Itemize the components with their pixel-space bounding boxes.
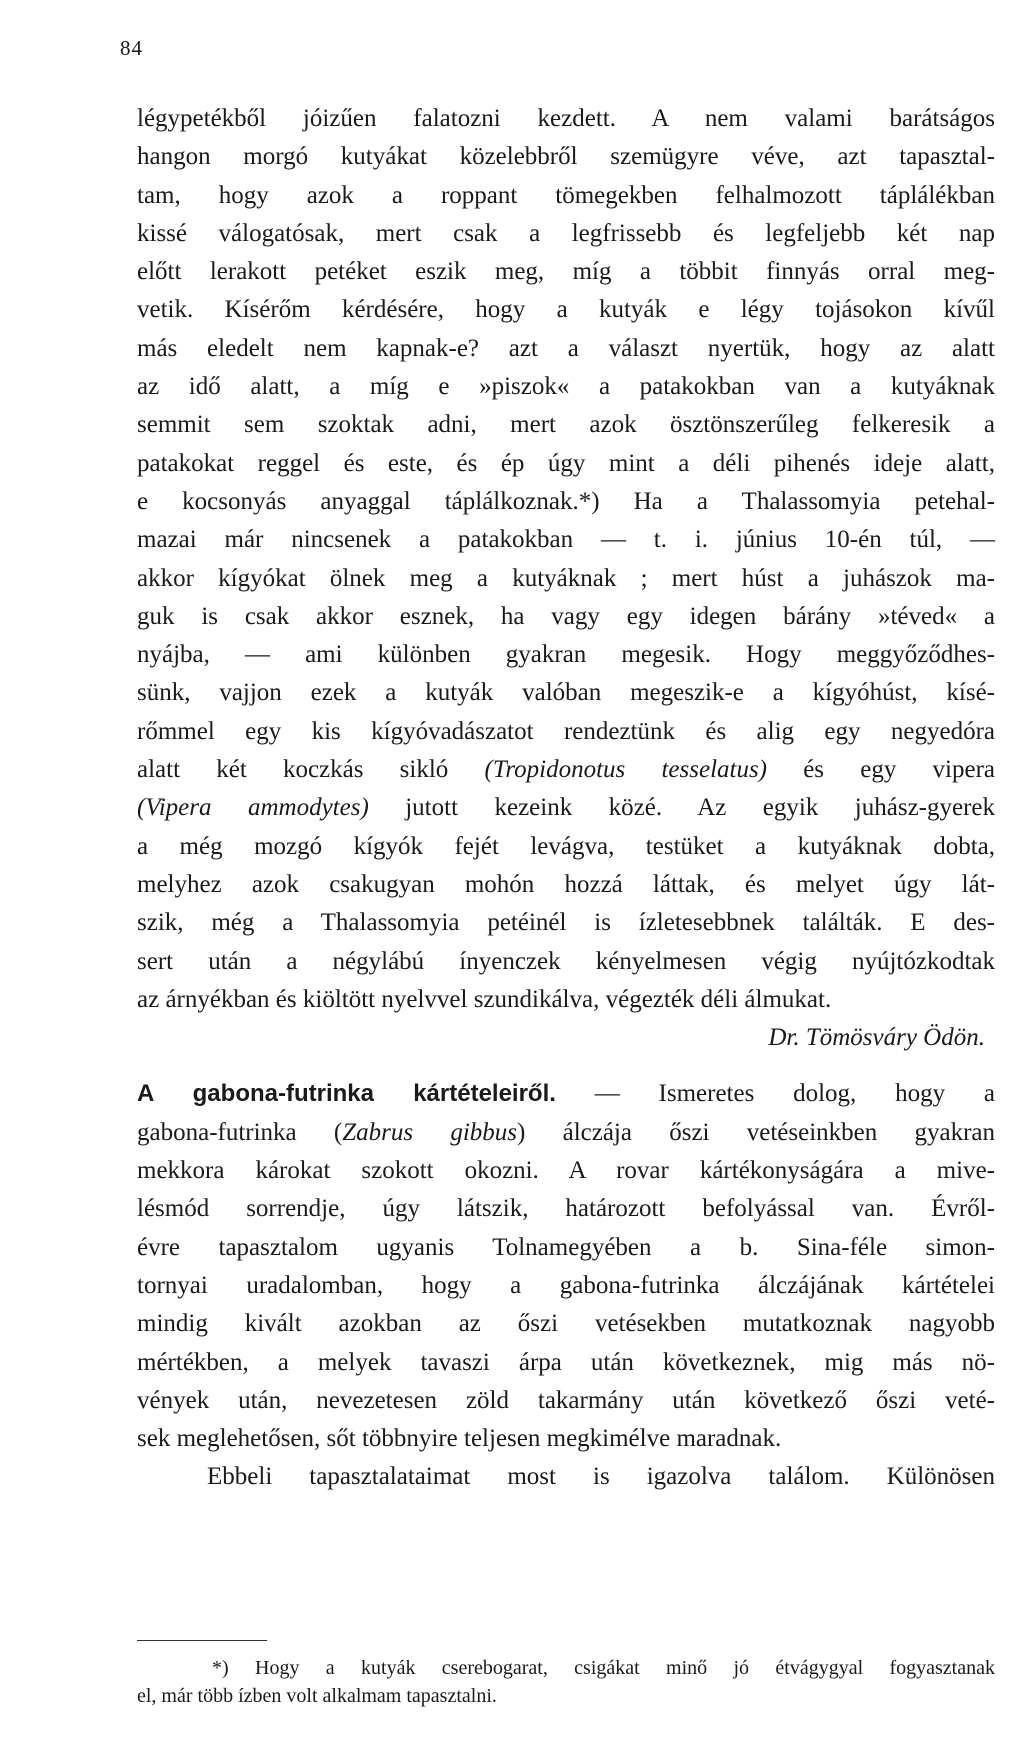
paragraph-thalassomyia bbox=[137, 100, 995, 1019]
page-number: 84 bbox=[120, 36, 143, 60]
text-line: guk is csak akkor esznek, ha vagy egy idegen bárány »téved« a bbox=[137, 602, 995, 630]
text-line: patakokat reggel és este, és ép úgy mint a déli pihenés ideje alatt, bbox=[137, 449, 995, 477]
text-run: — Ismeretes dolog, hogy a bbox=[555, 1080, 995, 1108]
species-name-zabrus: Zabrus gibbus bbox=[342, 1118, 518, 1146]
text-line: nyájba, — ami különben gyakran megesik. Hogy meggyőződhes- bbox=[137, 641, 995, 669]
text-run: gabona-futrinka ( bbox=[137, 1118, 343, 1146]
text-line: légypetékből jóizűen falatozni kezdett. A nem valami barátságos bbox=[137, 105, 995, 132]
text-line: az idő alatt, a míg e »piszok« a patakokban van a kutyáknak bbox=[137, 373, 995, 401]
author-signature: Dr. Tömösváry Ödön. bbox=[768, 1024, 985, 1052]
species-name-tropidonotus: (Tropidonotus tesselatus) bbox=[484, 756, 768, 784]
footnote-divider bbox=[137, 1640, 267, 1641]
text-line: mértékben, a melyek tavaszi árpa után következnek, mig más nö- bbox=[137, 1348, 995, 1376]
article-heading: A gabona-futrinka kártételeiről. bbox=[137, 1080, 556, 1108]
text-run: ) álczája őszi vetéseinkben gyakran bbox=[517, 1118, 996, 1146]
text-line: szik, még a Thalassomyia petéinél is ízletesebbnek találták. E des- bbox=[137, 909, 995, 937]
text-line: sek meglehetősen, sőt többnyire teljesen megkimélve maradnak. bbox=[137, 1425, 782, 1453]
text-line: mazai már nincsenek a patakokban — t. i. június 10-én túl, — bbox=[137, 526, 995, 554]
text-line: mindig kivált azokban az őszi vetésekben mutatkoznak nagyobb bbox=[137, 1310, 995, 1338]
text-line bbox=[137, 1075, 995, 1113]
species-name-vipera: (Vipera ammodytes) bbox=[137, 794, 369, 822]
footnote bbox=[137, 1654, 995, 1710]
text-line: rőmmel egy kis kígyóvadászatot rendeztünk és alig egy negyedóra bbox=[137, 717, 995, 745]
text-run: és egy vipera bbox=[767, 756, 995, 784]
article-gabona-futrinka bbox=[137, 1075, 995, 1496]
text-line: melyhez azok csakugyan mohón hozzá láttak, és melyet úgy lát- bbox=[137, 870, 995, 898]
text-line: akkor kígyókat ölnek meg a kutyáknak ; mert húst a juhászok ma- bbox=[137, 564, 995, 592]
body-text bbox=[137, 100, 995, 1497]
text-line: tornyai uradalomban, hogy a gabona-futrinka álczájának kártételei bbox=[137, 1271, 995, 1299]
text-run: jutott kezeink közé. Az egyik juhász-gyerek bbox=[368, 794, 996, 822]
text-line: a még mozgó kígyók fejét levágva, testüket a kutyáknak dobta, bbox=[137, 832, 995, 860]
text-line: más eledelt nem kapnak-e? azt a választ nyertük, hogy az alatt bbox=[137, 334, 995, 362]
text-line: előtt lerakott petéket eszik meg, míg a többit finnyás orral meg- bbox=[137, 258, 995, 286]
text-line: az árnyékban és kiöltött nyelvvel szundikálva, végezték déli álmukat. bbox=[137, 985, 832, 1013]
text-line: e kocsonyás anyaggal táplálkoznak.*) Ha a Thalassomyia petehal- bbox=[137, 487, 995, 515]
text-line: tam, hogy azok a roppant tömegekben felhalmozott táplálékban bbox=[137, 181, 995, 209]
text-line: Ebbeli tapasztalataimat most is igazolva találom. Különösen bbox=[207, 1463, 995, 1491]
text-line: semmit sem szoktak adni, mert azok ösztönszerűleg felkeresik a bbox=[137, 411, 995, 439]
text-line: sert után a négylábú ínyenczek kényelmesen végig nyújtózkodtak bbox=[137, 947, 995, 975]
section-spacer bbox=[137, 1057, 995, 1075]
text-line: kissé válogatósak, mert csak a legfrissebb és legfeljebb két nap bbox=[137, 219, 995, 247]
text-run: alatt két koczkás sikló bbox=[137, 756, 485, 784]
text-line: vények után, nevezetesen zöld takarmány után következő őszi veté- bbox=[137, 1386, 995, 1414]
footnote-line: *) Hogy a kutyák cserebogarat, csigákat minő jó étvágygyal fogyasztanak bbox=[212, 1657, 995, 1679]
text-line: lésmód sorrendje, úgy látszik, határozott befolyással van. Évről- bbox=[137, 1195, 995, 1223]
text-line: sünk, vajjon ezek a kutyák valóban megeszik-e a kígyóhúst, kísé- bbox=[137, 679, 995, 707]
text-line bbox=[137, 789, 995, 827]
text-line bbox=[137, 1114, 995, 1152]
text-line bbox=[137, 751, 995, 789]
text-line: évre tapasztalom ugyanis Tolnamegyében a b. Sina-féle simon- bbox=[137, 1233, 995, 1261]
text-line: vetik. Kísérőm kérdésére, hogy a kutyák e légy tojásokon kívűl bbox=[137, 296, 995, 324]
footnote-line: el, már több ízben volt alkalmam tapasztalni. bbox=[137, 1685, 497, 1707]
text-line: mekkora károkat szokott okozni. A rovar kártékonyságára a mive- bbox=[137, 1157, 995, 1185]
text-line: hangon morgó kutyákat közelebbről szemügyre véve, azt tapasztal- bbox=[137, 143, 995, 171]
